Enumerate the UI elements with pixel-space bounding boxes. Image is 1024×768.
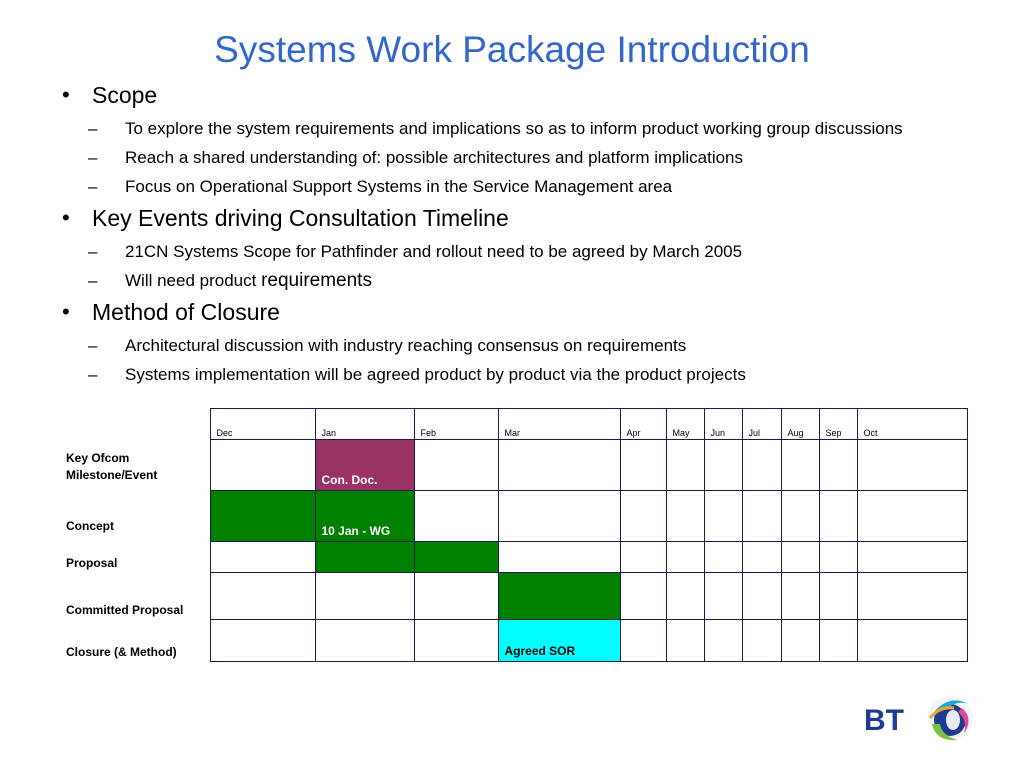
month-header: Feb bbox=[414, 409, 498, 440]
row-label: Proposal bbox=[66, 555, 118, 570]
closure-marker: Agreed SOR bbox=[498, 620, 620, 662]
timeline-row-closure bbox=[62, 620, 967, 662]
row-label: Key Ofcom Milestone/Event bbox=[66, 450, 158, 482]
timeline-cell bbox=[704, 440, 742, 491]
timeline-row-committed-proposal bbox=[62, 573, 967, 620]
timeline-cell bbox=[414, 440, 498, 491]
timeline-cell bbox=[781, 440, 819, 491]
month-header: Mar bbox=[498, 409, 620, 440]
timeline-cell bbox=[742, 620, 781, 662]
phase-bar bbox=[498, 573, 620, 620]
sub-item: – To explore the system requirements and implications so as to inform product working group discussions bbox=[88, 119, 903, 138]
phase-bar-label: 10 Jan - WG bbox=[315, 491, 414, 542]
bt-piper-globe-icon bbox=[928, 696, 972, 740]
sub-item: – Reach a shared understanding of: possible architectures and platform implications bbox=[88, 148, 744, 167]
timeline-cell bbox=[819, 440, 857, 491]
dash-marker: – bbox=[88, 177, 98, 196]
dash-marker: – bbox=[88, 271, 98, 290]
timeline-cell bbox=[857, 573, 967, 620]
timeline-cell bbox=[666, 491, 704, 542]
corner-cell bbox=[62, 409, 210, 440]
bt-logo-text: BT bbox=[864, 704, 904, 737]
timeline-cell bbox=[414, 620, 498, 662]
timeline-cell bbox=[704, 491, 742, 542]
row-label: Committed Proposal bbox=[66, 602, 184, 617]
bullet-key-events: • Key Events driving Consultation Timeline bbox=[62, 203, 962, 233]
timeline-cell bbox=[742, 491, 781, 542]
timeline-cell bbox=[781, 620, 819, 662]
sub-item: – Focus on Operational Support Systems in the Service Management area bbox=[88, 177, 673, 196]
phase-bar bbox=[210, 491, 315, 542]
timeline-cell bbox=[704, 542, 742, 573]
timeline-cell bbox=[498, 542, 620, 573]
timeline-cell bbox=[210, 542, 315, 573]
timeline-cell bbox=[498, 491, 620, 542]
timeline-cell bbox=[819, 620, 857, 662]
phase-bar bbox=[315, 542, 414, 573]
timeline-cell bbox=[819, 573, 857, 620]
timeline-cell bbox=[666, 542, 704, 573]
timeline-cell bbox=[498, 440, 620, 491]
timeline-cell bbox=[704, 620, 742, 662]
timeline-cell bbox=[666, 440, 704, 491]
month-header: Oct bbox=[857, 409, 967, 440]
timeline-row-proposal bbox=[62, 542, 967, 573]
timeline-cell bbox=[210, 620, 315, 662]
timeline-header-row bbox=[62, 409, 967, 440]
timeline-row-milestone bbox=[62, 440, 967, 491]
timeline-cell bbox=[210, 573, 315, 620]
month-header: Dec bbox=[210, 409, 315, 440]
timeline-cell bbox=[210, 440, 315, 491]
timeline-cell bbox=[704, 573, 742, 620]
timeline-cell bbox=[666, 573, 704, 620]
dash-marker: – bbox=[88, 148, 98, 167]
timeline-row-concept bbox=[62, 491, 967, 542]
timeline-table bbox=[62, 408, 968, 662]
timeline-cell bbox=[315, 573, 414, 620]
month-header: Sep bbox=[819, 409, 857, 440]
month-header: Aug bbox=[781, 409, 819, 440]
month-header: Apr bbox=[620, 409, 666, 440]
timeline-cell bbox=[742, 573, 781, 620]
row-label: Concept bbox=[66, 518, 114, 533]
timeline-cell bbox=[857, 440, 967, 491]
timeline-cell bbox=[620, 440, 666, 491]
timeline-cell bbox=[857, 542, 967, 573]
month-header: Jan bbox=[315, 409, 414, 440]
row-label: Closure (& Method) bbox=[66, 644, 177, 659]
bullet-method-of-closure: • Method of Closure bbox=[62, 297, 962, 327]
timeline-cell bbox=[819, 491, 857, 542]
bullet-list bbox=[62, 80, 962, 385]
timeline-cell bbox=[414, 573, 498, 620]
timeline-cell bbox=[781, 491, 819, 542]
timeline-cell bbox=[857, 620, 967, 662]
sub-item: – Will need product requirements bbox=[88, 270, 372, 291]
timeline-cell bbox=[742, 440, 781, 491]
sub-item: – 21CN Systems Scope for Pathfinder and rollout need to be agreed by March 2005 bbox=[88, 242, 743, 261]
slide-title: Systems Work Package Introduction bbox=[214, 29, 810, 70]
timeline-cell bbox=[620, 573, 666, 620]
sub-item: – Systems implementation will be agreed product by product via the product projects bbox=[88, 365, 746, 384]
timeline-cell bbox=[781, 542, 819, 573]
bullet-scope: • Scope bbox=[62, 80, 962, 110]
timeline-cell bbox=[315, 620, 414, 662]
month-header: Jun bbox=[704, 409, 742, 440]
timeline-cell bbox=[742, 542, 781, 573]
phase-bar bbox=[414, 542, 498, 573]
timeline-cell bbox=[620, 542, 666, 573]
bt-logo bbox=[860, 690, 990, 746]
month-header: May bbox=[666, 409, 704, 440]
dash-marker: – bbox=[88, 119, 98, 138]
milestone-marker: Con. Doc. bbox=[315, 440, 414, 491]
dash-marker: – bbox=[88, 365, 98, 384]
timeline-cell bbox=[819, 542, 857, 573]
sub-item: – Architectural discussion with industry reaching consensus on requirements bbox=[88, 336, 687, 355]
dash-marker: – bbox=[88, 336, 98, 355]
timeline-cell bbox=[620, 491, 666, 542]
timeline-cell bbox=[414, 491, 498, 542]
month-header: Jul bbox=[742, 409, 781, 440]
dash-marker: – bbox=[88, 242, 98, 261]
timeline-cell bbox=[620, 620, 666, 662]
timeline-cell bbox=[857, 491, 967, 542]
timeline-cell bbox=[781, 573, 819, 620]
timeline-cell bbox=[666, 620, 704, 662]
